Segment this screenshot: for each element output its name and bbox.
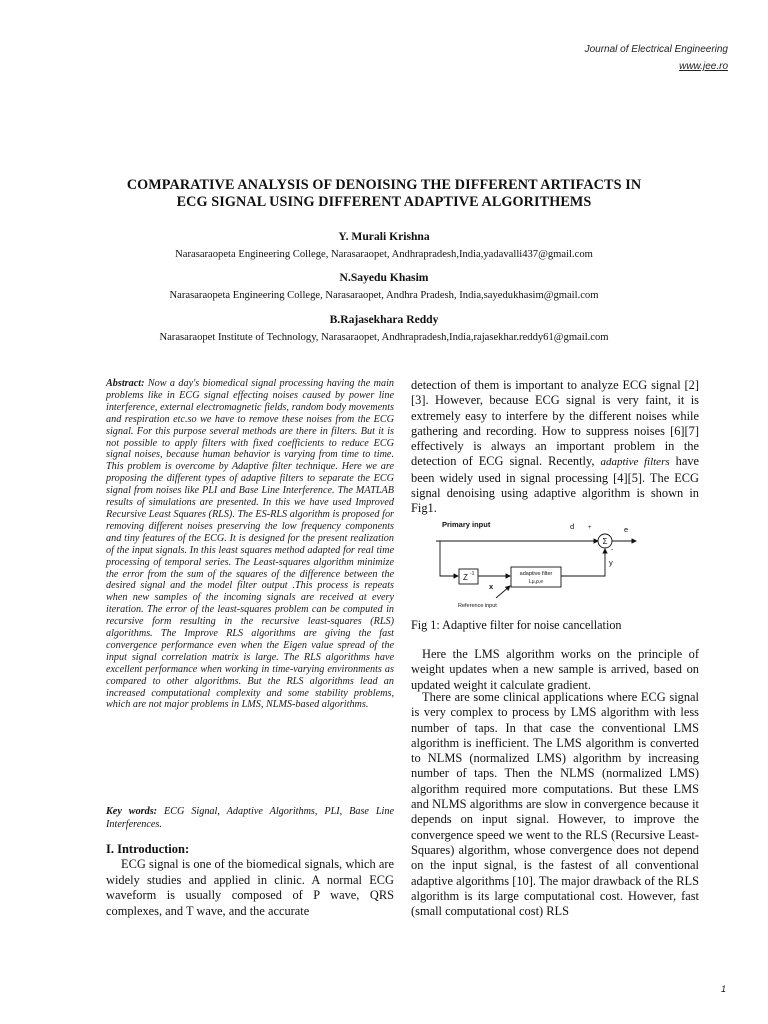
- author-block-3: [40, 312, 728, 345]
- journal-url[interactable]: www.jee.ro: [679, 61, 728, 72]
- author-name: Y. Murali Krishna: [338, 230, 430, 243]
- adaptive-filter-params: Lμ,ρ,e: [528, 579, 544, 585]
- delay-exponent: -1: [470, 571, 475, 577]
- title-line-2: ECG SIGNAL USING DIFFERENT ADAPTIVE ALGORITHEMS: [176, 194, 592, 210]
- section-heading-introduction: I. Introduction:: [106, 842, 190, 856]
- page-number: 1: [720, 984, 726, 994]
- delay-block: [459, 569, 478, 584]
- journal-name: Journal of Electrical Engineering: [584, 44, 728, 55]
- author-name: B.Rajasekhara Reddy: [329, 313, 439, 326]
- author-affiliation: Narasaraopeta Engineering College, Narasaraopet, Andhrapradesh,India,yadavalli437@gmail.com: [175, 249, 593, 260]
- filter-output-line: [561, 549, 605, 576]
- author-affiliation: Narasaraopet Institute of Technology, Narasaraopet, Andhrapradesh,India,rajasekhar.reddy61@gmail.com: [159, 332, 609, 343]
- output-y-label: y: [609, 558, 613, 567]
- paragraph-text: detection of them is important to analyze ECG signal [2][3]. However, because ECG signal is very faint, it is extremely easy to interfere by the different noises while gathering and recording. How to suppress noises [6][7] effectively is always an important problem in the detection of ECG signal. Recently,: [411, 378, 699, 469]
- title-line-1: COMPARATIVE ANALYSIS OF DENOISING THE DIFFERENT ARTIFACTS IN: [126, 177, 642, 193]
- author-block-1: [40, 229, 728, 262]
- adaptive-filter-label: adaptive filter: [519, 571, 553, 577]
- keywords-label: Key words:: [106, 806, 158, 817]
- sigma-symbol: Σ: [602, 537, 608, 546]
- plus-sign: +: [588, 525, 592, 531]
- keywords: [106, 806, 394, 831]
- adaptive-filter-diagram: [428, 516, 638, 612]
- desired-signal-label: d: [570, 522, 575, 531]
- abstract-text: Now a day's biomedical signal processing having the main problems like in ECG signal effecting noises caused by power line interference, external electromagnetic fields, random body movements and respiration etc.so we have to remove these noises from the ECG signal. For this purpose several methods are there in filters. But it is not possible to apply filters with fixed coefficients to reduce ECG signal noises, because human behavior is varying from time to time. This problem is overcome by Adaptive filter technique. Here we are proposing the different types of adaptive filters to separate the ECG signal from noises like PLI and Base Line Interference. The MATLAB results of simulations are presented. In this we have used Improved Recursive Least Squares (RLS). The ES-RLS algorithm is proposed for removing different noises preserving the low frequency components and tiny features of the ECG. It is designed for the present realization of the input signals. In this least squares method adapted for real time processing of temporal series. The Least-squares algorithm minimize the error from the sum of the squares of the difference between the desired signal and the model filter output .This process is repeats when new samples of the incoming signals are received at every iteration. The error of the least-squares problem can be computed in recursive form resulting in the recursive least-squares (RLS) algorithms. The Improve RLS algorithms are giving the fast convergence performance even when the Eigen value spread of the input signal correlation matrix is large. The RLS algorithms have excellent performance when working in time-varying environments as compared to other algorithms. But the RLS algorithms lead an increased computational complexity and some stability problems, which are not major problems in LMS, NLMS-based algorithms.: [106, 378, 394, 711]
- reference-input-arrow: [496, 586, 510, 598]
- error-label: e: [624, 525, 629, 534]
- minus-sign: -: [611, 547, 614, 554]
- author-name: N.Sayedu Khasim: [339, 271, 429, 284]
- paper-title: [60, 177, 708, 211]
- italic-term: adaptive filters: [600, 456, 670, 469]
- abstract-label: Abstract:: [106, 378, 145, 389]
- abstract: [106, 378, 394, 711]
- figure-caption: Fig 1: Adaptive filter for noise cancellation: [411, 618, 622, 632]
- keywords-text: ECG Signal, Adaptive Algorithms, PLI, Base Line Interferences.: [106, 806, 394, 830]
- author-affiliation: Narasaraopeta Engineering College, Narasaraopet, Andhra Pradesh, India,sayedukhasim@gmail.com: [169, 290, 599, 301]
- intro-paragraph: ECG signal is one of the biomedical signals, which are widely studies and applied in clinic. A normal ECG waveform is usually composed of P wave, QRS complexes, and T wave, and the accurate: [106, 857, 394, 918]
- right-column-paragraph-3: There are some clinical applications where ECG signal is very complex to process by LMS algorithm with less number of taps. In that case the conventional LMS algorithm is inefficient. The LMS algorithm is converted to NLMS (normalized LMS) algorithm by increasing number of taps. Then the NLMS (normalized LMS) algorithm required more computations. But these LMS and NLMS algorithms are slow in convergence because it depends on input signal. However, to improve the convergence speed we went to the RLS (Recursive Least-Squares) algorithm, whose convergence does not depend on the input signal, is the fastest of all conventional adaptive algorithms [10]. The major drawback of the RLS algorithm is its large computational cost. However, fast (small computational cost) RLS: [411, 690, 699, 919]
- x-signal-label: x: [489, 582, 494, 591]
- reference-path-line: [440, 541, 458, 576]
- paragraph-text: have been widely used in signal processing [4][5]. The ECG signal denoising using adaptive algorithm is shown in Fig1.: [411, 454, 700, 516]
- right-column-paragraph-1: [411, 378, 699, 517]
- delay-z-label: Z: [463, 573, 468, 582]
- right-column-paragraph-2: Here the LMS algorithm works on the principle of weight updates when a new sample is arrived, based on updated weight it calculate gradient.: [411, 647, 699, 692]
- reference-input-label: Reference input: [458, 603, 497, 609]
- author-block-2: [40, 270, 728, 303]
- primary-input-label: Primary input: [442, 520, 491, 529]
